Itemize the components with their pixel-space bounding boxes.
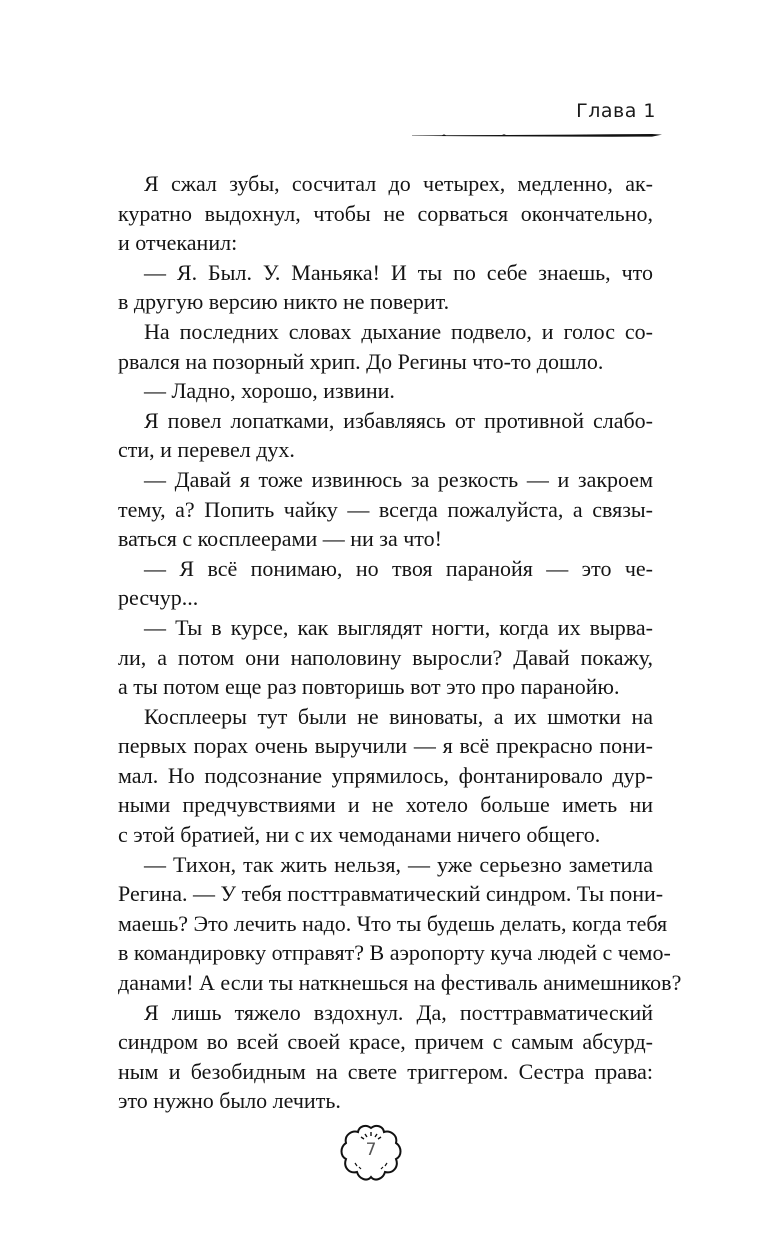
text-line: ными предчувствиями и не хотело больше иметь ни [118,792,653,818]
paragraph-first-line: — Ладно, хорошо, извини. [144,378,395,404]
text-line: данами! А если ты наткнешься на фестиваль анимешников? [118,970,682,996]
paragraph-first-line: — Я. Был. У. Маньяка! И ты по себе знаешь, что [144,259,653,285]
paragraph-first-line: — Давай я тоже извинюсь за резкость — и закроем [144,466,653,492]
paragraph-first-line: — Тихон, так жить нельзя, — уже серьезно заметила [144,851,653,877]
page-number: 7 [365,1140,377,1160]
text-line: ваться с косплеерами — ни за что! [118,526,442,552]
paragraph-first-line: — Ты в курсе, как выглядят ногти, когда их вырва- [144,614,653,640]
text-line: маешь? Это лечить надо. Что ты будешь делать, когда тебя [118,910,668,936]
text-line: тему, а? Попить чайку — всегда пожалуйста, а связы- [118,496,653,522]
page-number-badge [338,1122,404,1184]
text-line: Регина. — У тебя посттравматический синдром. Ты пони- [118,881,664,907]
paragraph-first-line: На последних словах дыхание подвело, и голос со- [144,318,653,344]
text-line: синдром во всей своей красе, причем с самым абсурд- [118,1029,653,1055]
body-text [118,169,682,1116]
text-line: это нужно было лечить. [118,1088,341,1114]
text-line: а ты потом еще раз повторишь вот это про паранойю. [118,674,620,700]
paragraph-first-line: Косплееры тут были не виноваты, а их шмотки на [144,703,653,729]
text-line: мал. Но подсознание упрямилось, фонтанировало дур- [118,762,653,788]
header-rule-divider [412,133,662,137]
text-line: куратно выдохнул, чтобы не сорваться окончательно, [118,200,653,226]
text-line: первых порах очень выручили — я всё прекрасно пони- [118,733,653,759]
text-line: сти, и перевел дух. [118,437,295,463]
text-line: ным и безобидным на свете триггером. Сестра права: [118,1058,653,1084]
text-line: в командировку отправят? В аэропорту куча людей с чемо- [118,940,671,966]
text-line: с этой братией, ни с их чемоданами ничего общего. [118,822,601,848]
text-line: рвался на позорный хрип. До Регины что-то дошло. [118,348,604,374]
brush-stroke-icon [412,133,662,138]
paragraph-first-line: Я сжал зубы, сосчитал до четырех, медленно, ак- [144,171,653,196]
paragraph-first-line: Я повел лопатками, избавляясь от противной слабо- [144,407,653,433]
text-line: и отчеканил: [118,230,238,256]
text-line: в другую версию никто не поверит. [118,289,450,315]
text-line: ли, а потом они наполовину выросли? Давай покажу, [118,644,653,670]
paragraph-first-line: Я лишь тяжело вздохнул. Да, посттравматический [144,999,653,1025]
text-line: ресчур... [118,585,199,611]
running-head-chapter-title: Глава 1 [576,100,656,122]
paragraph-first-line: — Я всё понимаю, но твоя паранойя — это че- [144,555,653,581]
